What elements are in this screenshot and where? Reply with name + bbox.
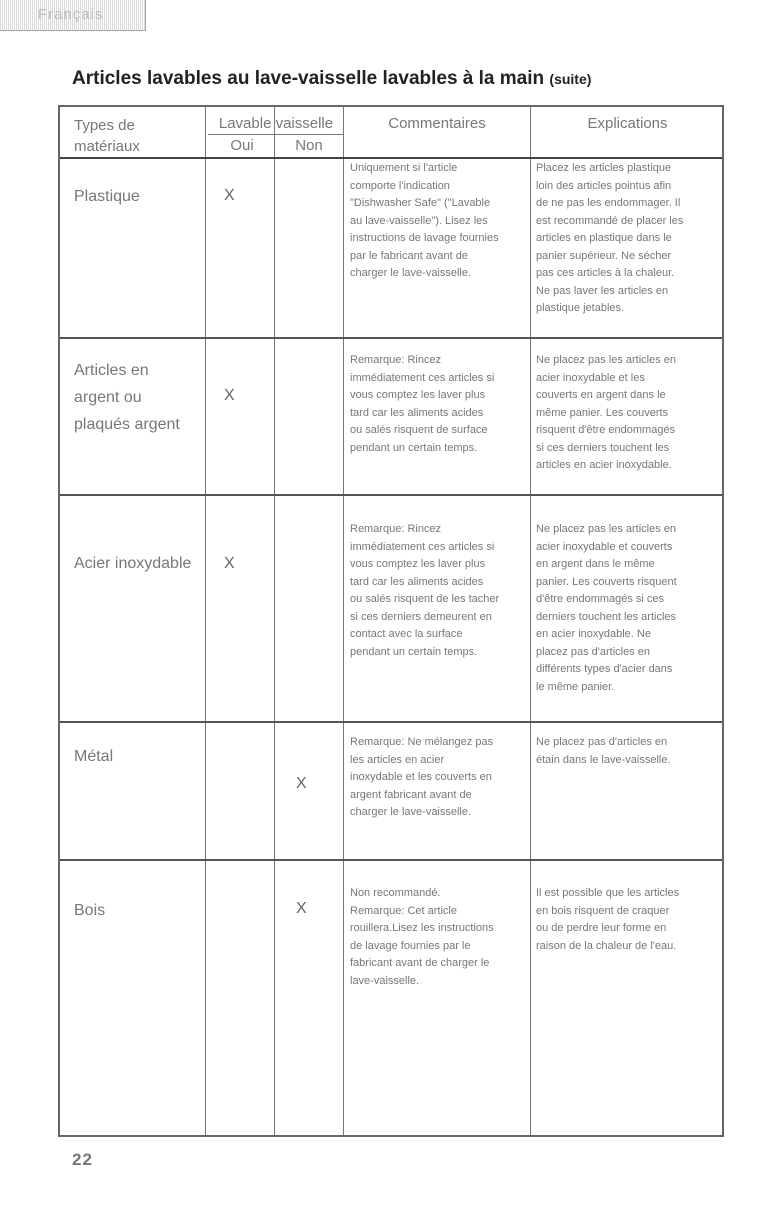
text-line: panier supérieur. Ne sécher <box>536 249 672 262</box>
text-line: Uniquement si l'article <box>350 162 458 174</box>
header-divider <box>60 157 722 159</box>
text-line: différents types d'acier dans <box>536 663 673 675</box>
material-line: Articles en <box>74 362 149 379</box>
text-line: panier. Les couverts risquent <box>536 575 677 588</box>
text-line: rouillera.Lisez les instructions <box>350 922 494 934</box>
material-line: plaqués argent <box>74 416 180 433</box>
text-line: couverts en argent dans le <box>536 389 666 401</box>
text-line: charger le lave-vaisselle. <box>350 267 472 279</box>
col-divider-2 <box>274 107 275 1135</box>
row-bois-material <box>74 897 105 924</box>
row-divider-1 <box>60 337 722 339</box>
text-line: Remarque: Ne mélangez pas <box>350 736 494 748</box>
text-line: Ne placez pas d'articles en <box>536 736 668 748</box>
language-label: Français <box>38 6 104 23</box>
header-comments: Commentaires <box>388 115 486 132</box>
text-line: ou salés risquent de les tacher <box>350 593 500 605</box>
text-line: articles en acier inoxydable. <box>536 459 672 471</box>
row-acier-explanation <box>536 521 677 696</box>
language-tab <box>0 0 146 31</box>
header-explanations: Explications <box>587 115 668 132</box>
col-divider-3 <box>343 107 344 1135</box>
text-line: plastique jetables. <box>536 302 625 314</box>
row-divider-3 <box>60 721 722 723</box>
text-line: en bois risquent de craquer <box>536 904 670 917</box>
text-line: ou de perdre leur forme en <box>536 922 667 934</box>
header-material-line: matériaux <box>74 138 140 155</box>
text-line: ou salés risquent de surface <box>350 424 488 436</box>
materials-table <box>58 105 724 1137</box>
text-line: instructions de lavage fournies <box>350 232 499 244</box>
header-material <box>74 115 140 157</box>
row-bois-comment <box>350 885 494 990</box>
text-line: d'être endommagés si ces <box>536 593 665 605</box>
text-line: par le fabricant avant de <box>350 249 469 262</box>
text-line: étain dans le lave-vaisselle. <box>536 753 671 766</box>
page-title <box>72 68 591 90</box>
text-line: en acier inoxydable. Ne <box>536 628 651 640</box>
text-line: acier inoxydable et les <box>536 371 645 384</box>
text-line: Non recommandé. <box>350 887 441 899</box>
row-bois-no-mark: X <box>296 900 307 917</box>
text-line: Remarque: Rincez <box>350 354 442 366</box>
text-line: lave-vaisselle. <box>350 974 420 987</box>
col-divider-1 <box>205 107 206 1135</box>
text-line: au lave-vaisselle"). Lisez les <box>350 214 488 227</box>
text-line: Placez les articles plastique <box>536 162 672 174</box>
text-line: Ne placez pas les articles en <box>536 354 677 366</box>
title-suffix: (suite) <box>549 71 592 87</box>
text-line: pendant un certain temps. <box>350 441 478 454</box>
text-line: pendant un certain temps. <box>350 645 478 658</box>
text-line: est recommandé de placer les <box>536 214 684 227</box>
row-plastique-material <box>74 183 140 210</box>
text-line: Ne pas laver les articles en <box>536 284 669 297</box>
text-line: argent fabricant avant de <box>350 788 472 801</box>
text-line: inoxydable et les couverts en <box>350 771 492 783</box>
text-line: fabricant avant de charger le <box>350 957 490 969</box>
material-line: Acier inoxydable <box>74 555 192 572</box>
row-argent-yes-mark: X <box>224 387 235 404</box>
text-line: risquent d'être endommagés <box>536 424 676 436</box>
row-plastique-comment <box>350 160 499 283</box>
row-bois-explanation <box>536 885 679 955</box>
text-line: contact avec la surface <box>350 628 463 640</box>
text-line: comporte l'indication <box>350 179 450 192</box>
col-divider-4 <box>530 107 531 1135</box>
material-line: argent ou <box>74 389 142 406</box>
text-line: si ces derniers touchent les <box>536 441 670 454</box>
row-argent-material <box>74 357 180 438</box>
text-line: vous comptez les laver plus <box>350 558 486 570</box>
header-no: Non <box>295 137 323 154</box>
text-line: charger le lave-vaisselle. <box>350 806 472 818</box>
text-line: raison de la chaleur de l'eau. <box>536 939 677 952</box>
text-line: même panier. Les couverts <box>536 406 669 419</box>
row-acier-comment <box>350 521 499 661</box>
text-line: placez pas d'articles en <box>536 645 650 658</box>
row-divider-2 <box>60 494 722 496</box>
row-argent-comment <box>350 352 494 457</box>
row-metal-explanation <box>536 734 671 769</box>
text-line: immédiatement ces articles si <box>350 540 495 553</box>
text-line: pas ces articles à la chaleur. <box>536 267 675 279</box>
header-subline <box>208 134 344 135</box>
page-number: 22 <box>72 1150 93 1169</box>
title-main: Articles lavables au lave-vaisselle lavables à la main <box>72 68 550 89</box>
text-line: Il est possible que les articles <box>536 887 680 899</box>
row-plastique-yes-mark: X <box>224 187 235 204</box>
text-line: de lavage fournies par le <box>350 939 471 952</box>
row-metal-no-mark: X <box>296 775 307 792</box>
material-line: Bois <box>74 902 106 919</box>
text-line: tard car les aliments acides <box>350 406 484 419</box>
row-plastique-explanation <box>536 160 683 318</box>
text-line: Ne placez pas les articles en <box>536 523 677 535</box>
row-divider-4 <box>60 859 722 861</box>
text-line: de ne pas les endommager. Il <box>536 197 681 209</box>
header-material-line: Types de <box>74 117 135 134</box>
text-line: articles en plastique dans le <box>536 232 672 244</box>
text-line: le même panier. <box>536 680 615 693</box>
text-line: derniers touchent les articles <box>536 610 677 623</box>
header-dishwasher: Lavable vaisselle <box>218 115 334 132</box>
text-line: les articles en acier <box>350 753 445 766</box>
text-line: si ces derniers demeurent en <box>350 610 492 623</box>
text-line: acier inoxydable et couverts <box>536 540 673 553</box>
row-acier-material <box>74 550 191 577</box>
row-metal-comment <box>350 734 493 822</box>
text-line: Remarque: Rincez <box>350 523 442 535</box>
text-line: tard car les aliments acides <box>350 575 484 588</box>
text-line: en argent dans le même <box>536 558 655 570</box>
text-line: "Dishwasher Safe" ("Lavable <box>350 197 491 209</box>
row-acier-yes-mark: X <box>224 555 235 572</box>
material-line: Plastique <box>74 188 140 205</box>
text-line: immédiatement ces articles si <box>350 371 495 384</box>
row-argent-explanation <box>536 352 676 475</box>
material-line: Métal <box>74 748 114 765</box>
header-yes: Oui <box>230 137 254 154</box>
row-metal-material <box>74 743 113 770</box>
text-line: Remarque: Cet article <box>350 904 457 917</box>
text-line: vous comptez les laver plus <box>350 389 486 401</box>
text-line: loin des articles pointus afin <box>536 179 672 192</box>
